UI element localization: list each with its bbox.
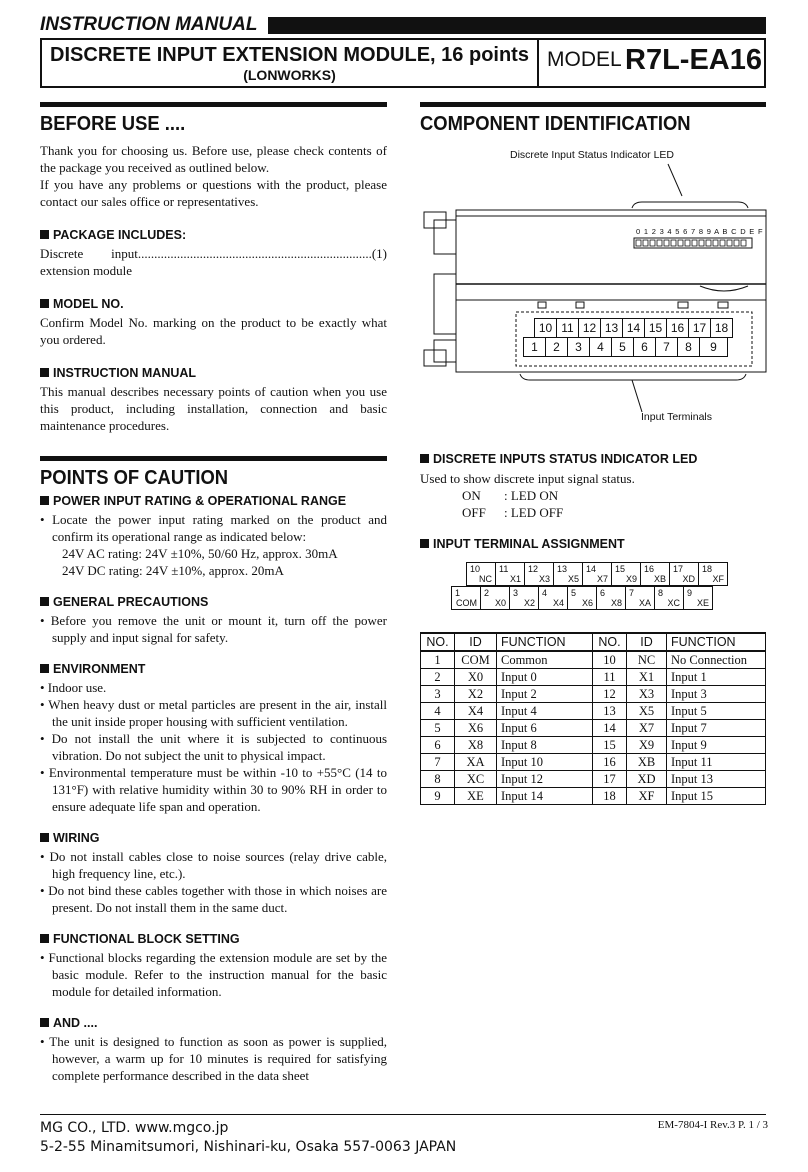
and-heading: AND ....	[40, 1016, 387, 1030]
terminal-cell: 2	[545, 337, 568, 357]
table-row: 5 X6 Input 6 14 X7 Input 7	[421, 720, 766, 737]
status-off-row	[420, 504, 766, 521]
terminal-cell: 12	[578, 318, 601, 338]
wiring-bullet-1: • Do not install cables close to noise sources (relay drive cable, high frequency line, etc.).	[40, 849, 387, 881]
off-value: : LED OFF	[504, 505, 564, 520]
package-item: Discrete input extension module	[40, 246, 138, 278]
terminal-cell: 3	[567, 337, 590, 357]
assign-cell: 9 XE	[683, 586, 713, 610]
module-drawing	[420, 160, 770, 430]
assign-cell: 16 XB	[640, 562, 670, 586]
table-row: 1 COM Common 10 NC No Connection	[421, 651, 766, 669]
environment-bullet-4: • Environmental temperature must be within -10 to +55°C (14 to 131°F) with relative humidity within 30 to 90% RH in order to ensure adequate life span and operation.	[40, 765, 387, 814]
points-of-caution-title: POINTS OF CAUTION	[40, 467, 229, 489]
assign-cell: 5 X6	[567, 586, 597, 610]
title-box	[40, 38, 766, 88]
on-value: : LED ON	[504, 488, 559, 503]
environment-bullet-2: • When heavy dust or metal particles are present in the air, install the unit inside proper housing with sufficient ventilation.	[40, 697, 387, 729]
terminal-cell: 16	[666, 318, 689, 338]
assignment-heading: INPUT TERMINAL ASSIGNMENT	[420, 537, 766, 551]
instruction-manual-heading: INSTRUCTION MANUAL	[40, 366, 387, 380]
table-row: 6 X8 Input 8 15 X9 Input 9	[421, 737, 766, 754]
on-key: ON	[462, 488, 481, 503]
environment-bullet-1: • Indoor use.	[40, 680, 107, 695]
functional-block-bullet: • Functional blocks regarding the extension module are set by the basic module. Refer to the instruction manual for the basic module for detailed information.	[40, 950, 387, 999]
terminal-cell: 11	[556, 318, 579, 338]
power-dc: 24V DC rating: 24V ±10%, approx. 20mA	[62, 563, 284, 578]
assign-cell: 13 X5	[553, 562, 583, 586]
component-identification-title: COMPONENT IDENTIFICATION	[420, 113, 691, 135]
assign-cell: 2 X0	[480, 586, 510, 610]
footer-address: 5-2-55 Minamitsumori, Nishinari-ku, Osaka 557-0063 JAPAN	[40, 1139, 457, 1155]
section-bar	[40, 456, 387, 461]
terminal-cell: 4	[589, 337, 612, 357]
right-column	[420, 102, 766, 136]
assign-cell: 10 NC	[466, 562, 496, 586]
terminal-cell: 17	[688, 318, 711, 338]
footer-rule	[40, 1114, 766, 1115]
document-title: DISCRETE INPUT EXTENSION MODULE, 16 points	[50, 44, 529, 66]
off-key: OFF	[462, 505, 486, 520]
table-row: 4 X4 Input 4 13 X5 Input 5	[421, 703, 766, 720]
functional-block-heading: FUNCTIONAL BLOCK SETTING	[40, 932, 387, 946]
assign-cell: 6 X8	[596, 586, 626, 610]
assign-cell: 4 X4	[538, 586, 568, 610]
table-row: 3 X2 Input 2 12 X3 Input 3	[421, 686, 766, 703]
assign-cell: 8 XC	[654, 586, 684, 610]
model-label: MODEL	[547, 48, 622, 71]
assign-cell: 7 XA	[625, 586, 655, 610]
section-bar	[40, 102, 387, 107]
assign-cell: 15 X9	[611, 562, 641, 586]
left-column	[40, 102, 387, 1084]
assign-cell: 1 COM	[451, 586, 481, 610]
package-qty: (1)	[371, 246, 387, 261]
power-ac: 24V AC rating: 24V ±10%, 50/60 Hz, approx. 30mA	[62, 546, 338, 561]
assign-cell: 18 XF	[698, 562, 728, 586]
table-row: 7 XA Input 10 16 XB Input 11	[421, 754, 766, 771]
and-bullet: • The unit is designed to function as soon as power is supplied, however, a warm up for 10 minutes is required for satisfying complete performance described in the data sheet	[40, 1034, 387, 1083]
table-row: 9 XE Input 14 18 XF Input 15	[421, 788, 766, 805]
table-header: NO. ID FUNCTION NO. ID FUNCTION	[421, 633, 766, 651]
package-line	[40, 245, 387, 279]
terminal-cell: 9	[699, 337, 728, 357]
model-no-heading: MODEL NO.	[40, 297, 387, 311]
before-use-intro: Thank you for choosing us. Before use, please check contents of the package you received as outlined below.	[40, 143, 387, 175]
status-on-row	[420, 487, 766, 504]
terminal-cell: 18	[710, 318, 733, 338]
before-use-intro-2: If you have any problems or questions with the product, please contact our sales office or representatives.	[40, 177, 387, 209]
header-bar	[268, 17, 766, 34]
package-heading: PACKAGE INCLUDES:	[40, 228, 387, 242]
table-row: 2 X0 Input 0 11 X1 Input 1	[421, 669, 766, 686]
led-label: Discrete Input Status Indicator LED	[510, 149, 674, 161]
status-led-text: Used to show discrete input signal status.	[420, 471, 635, 486]
led-digit-labels: 0 1 2 3 4 5 6 7 8 9 A B C D E F	[636, 227, 764, 236]
assign-cell: 17 XD	[669, 562, 699, 586]
power-heading: POWER INPUT RATING & OPERATIONAL RANGE	[40, 494, 387, 508]
environment-heading: ENVIRONMENT	[40, 662, 387, 676]
terminal-cell: 8	[677, 337, 700, 357]
environment-bullet-3: • Do not install the unit where it is subjected to continuous vibration. Do not subject the unit to physical impact.	[40, 731, 387, 763]
terminal-cell: 6	[633, 337, 656, 357]
before-use-title: BEFORE USE ....	[40, 113, 186, 135]
footer-doc-number: EM-7804-I Rev.3 P. 1 / 3	[657, 1119, 768, 1131]
section-bar	[420, 102, 766, 107]
status-led-section	[420, 452, 766, 551]
model-number: R7L-EA16	[625, 44, 762, 76]
terminals-label: Input Terminals	[641, 411, 713, 423]
assign-cell: 14 X7	[582, 562, 612, 586]
terminal-cell: 5	[611, 337, 634, 357]
function-table	[420, 632, 766, 805]
power-bullet: • Locate the power input rating marked on the product and confirm its operational range as indicated below:	[40, 512, 387, 544]
terminal-cell: 7	[655, 337, 678, 357]
leader-dots: ........................................................................	[137, 246, 372, 261]
terminal-cell: 1	[523, 337, 546, 357]
document-subtitle: (LONWORKS)	[243, 67, 336, 83]
manual-heading: INSTRUCTION MANUAL	[40, 14, 258, 35]
wiring-heading: WIRING	[40, 831, 387, 845]
terminal-cell: 14	[622, 318, 645, 338]
status-led-heading: DISCRETE INPUTS STATUS INDICATOR LED	[420, 452, 766, 466]
assign-cell: 3 X2	[509, 586, 539, 610]
terminal-cell: 15	[644, 318, 667, 338]
model-no-text: Confirm Model No. marking on the product to be exactly what you ordered.	[40, 315, 387, 347]
footer-company: MG CO., LTD. www.mgco.jp	[40, 1120, 229, 1136]
wiring-bullet-2: • Do not bind these cables together with those in which noises are present. Do not install them in the same duct.	[40, 883, 387, 915]
instruction-manual-text: This manual describes necessary points of caution when you use this product, including installation, connection and basic maintenance procedures.	[40, 384, 387, 433]
general-bullet: • Before you remove the unit or mount it, turn off the power supply and input signal for safety.	[40, 613, 387, 645]
assign-cell: 11 X1	[495, 562, 525, 586]
assign-cell: 12 X3	[524, 562, 554, 586]
general-heading: GENERAL PRECAUTIONS	[40, 595, 387, 609]
terminal-cell: 10	[534, 318, 557, 338]
terminal-cell: 13	[600, 318, 623, 338]
table-row: 8 XC Input 12 17 XD Input 13	[421, 771, 766, 788]
